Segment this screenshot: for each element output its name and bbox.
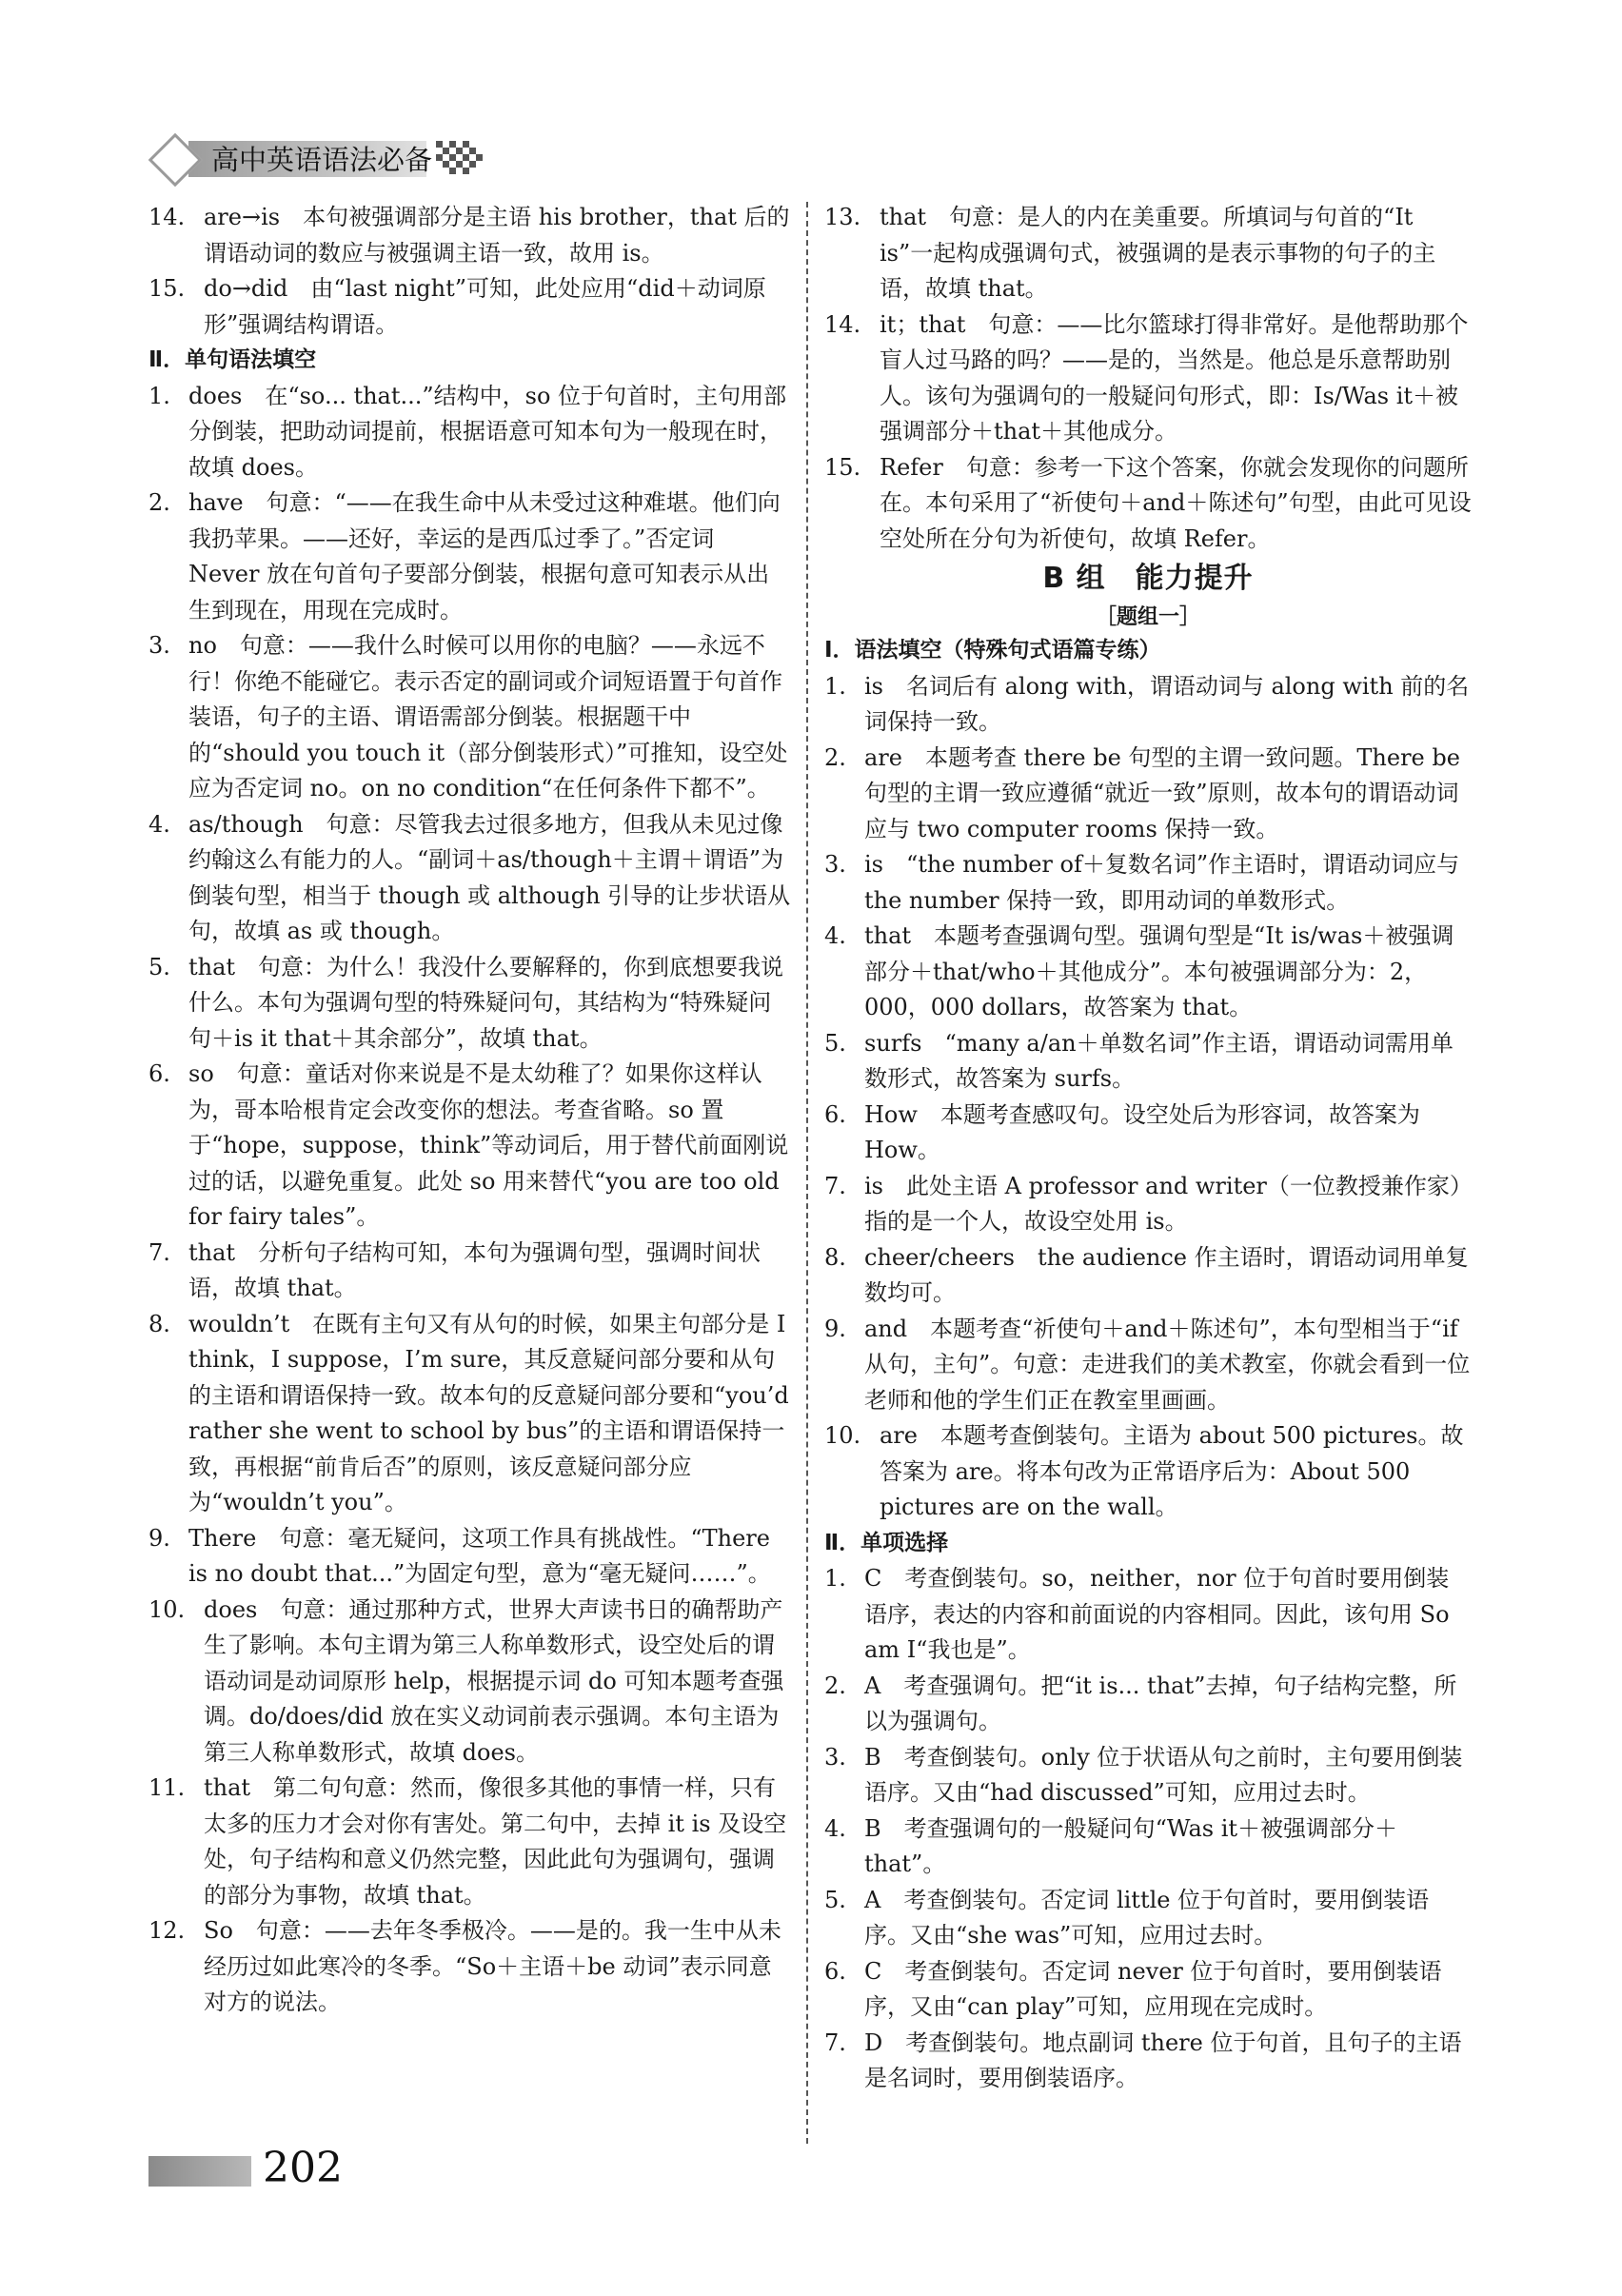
item-number: 8.	[824, 1243, 846, 1271]
answer-item	[148, 379, 792, 486]
item-number: 15.	[148, 275, 186, 302]
item-text: is 此处主语 A professor and writer（一位教授兼作家）指的是一个人，故设空处用 is。	[864, 1172, 1461, 1235]
item-number: 2.	[824, 743, 846, 771]
item-text: A 考查倒装句。否定词 little 位于句首时，要用倒装语序。又由“she was”可知，应用过去时。	[864, 1886, 1430, 1949]
item-number: 15.	[824, 453, 861, 481]
answer-item	[824, 1811, 1472, 1883]
answer-item	[824, 1561, 1472, 1669]
answer-item	[824, 919, 1472, 1026]
item-number: 7.	[824, 1172, 846, 1199]
running-header	[143, 131, 504, 185]
answer-item	[824, 847, 1472, 919]
answer-item	[824, 1954, 1472, 2026]
answer-item	[148, 628, 792, 807]
item-number: 5.	[148, 953, 170, 980]
answer-item	[824, 1240, 1472, 1312]
item-number: 3.	[824, 1743, 846, 1771]
book-title: 高中英语语法必备	[211, 144, 433, 176]
answer-item	[824, 200, 1472, 307]
item-text: are 本题考查 there be 句型的主谓一致问题。There be 句型的主谓一致应遵循“就近一致”原则，故本句的谓语动词应与 two computer rooms 保持一致。	[864, 743, 1460, 842]
item-number: 4.	[824, 1814, 846, 1842]
answer-item	[148, 1593, 792, 1771]
answer-item	[824, 1883, 1472, 1954]
item-number: 4.	[824, 922, 846, 949]
item-number: 2.	[824, 1672, 846, 1699]
item-text: and 本题考查“祈使句＋and＋陈述句”，本句型相当于“if 从句，主句”。句意：走进我们的美术教室，你就会看到一位老师和他的学生们正在教室里画画。	[864, 1315, 1471, 1414]
answer-item	[824, 1740, 1472, 1811]
item-text: that 句意：为什么！我没什么要解释的，你到底想要我说什么。本句为强调句型的特殊疑问句，其结构为“特殊疑问句＋is it that＋其余部分”，故填 that。	[188, 953, 784, 1052]
answer-item	[148, 1057, 792, 1236]
item-number: 14.	[148, 204, 186, 230]
column-divider	[806, 202, 808, 2144]
item-number: 9.	[824, 1315, 846, 1342]
left-top-items	[148, 200, 792, 343]
section-heading-single-sentence-fill: Ⅱ．单句语法填空	[148, 347, 317, 372]
item-text: So 句意：——去年冬季极冷。——是的。我一生中从未经历过如此寒冷的冬季。“So＋主语＋be 动词”表示同意对方的说法。	[204, 1917, 781, 2015]
item-text: that 本题考查强调句型。强调句型是“It is/was＋被强调部分＋that/who＋其他成分”。本句被强调部分为：2，000，000 dollars，故答案为 that。	[864, 922, 1454, 1020]
item-number: 1.	[824, 1565, 846, 1592]
answer-item	[148, 807, 792, 950]
item-number: 2.	[148, 489, 170, 516]
answer-item	[824, 669, 1472, 741]
item-text: A 考查强调句。把“it is... that”去掉，句子结构完整，所以为强调句。	[864, 1672, 1457, 1734]
item-number: 1.	[148, 382, 170, 409]
item-text: C 考查倒装句。so，neither，nor 位于句首时要用倒装语序，表达的内容和前面说的内容相同。因此，该句用 So am I“我也是”。	[864, 1565, 1450, 1663]
answer-item	[148, 1307, 792, 1521]
answer-item	[824, 741, 1472, 848]
section-heading-passage-fill: Ⅰ．语法填空（特殊句式语篇专练）	[824, 638, 1161, 663]
item-text: C 考查倒装句。否定词 never 位于句首时，要用倒装语序，又由“can play”可知，应用现在完成时。	[864, 1957, 1442, 2020]
item-number: 11.	[148, 1774, 186, 1801]
left-section2-items	[148, 379, 792, 2021]
item-text: is 名词后有 along with，谓语动词与 along with 前的名词保持一致。	[864, 672, 1470, 735]
item-number: 12.	[148, 1917, 186, 1944]
item-text: D 考查倒装句。地点副词 there 位于句首，且句子的主语是名词时，要用倒装语序。	[864, 2029, 1462, 2091]
item-text: that 句意：是人的内在美重要。所填词与句首的“It is”一起构成强调句式，被强调的是表示事物的句子的主语，故填 that。	[880, 204, 1436, 302]
left-column	[148, 200, 792, 2021]
answer-item	[148, 950, 792, 1058]
item-number: 13.	[824, 204, 861, 230]
answer-item	[824, 307, 1472, 450]
item-text: There 句意：毫无疑问，这项工作具有挑战性。“There is no doubt that...”为固定句型，意为“毫无疑问……”。	[188, 1524, 771, 1587]
right-column	[824, 200, 1472, 2097]
item-number: 5.	[824, 1886, 846, 1913]
item-number: 14.	[824, 310, 861, 338]
item-text: surfs “many a/an＋单数名词”作主语，谓语动词需用单数形式，故答案为 surfs。	[864, 1029, 1454, 1092]
item-number: 6.	[148, 1060, 170, 1087]
checker-pattern-icon	[436, 135, 493, 181]
item-text: that 第二句句意：然而，像很多其他的事情一样，只有太多的压力才会对你有害处。第二句中，去掉 it is 及设空处，句子结构和意义仍然完整，因此此句为强调句，强调的部分为事物，故填 that。	[204, 1774, 787, 1909]
item-text: no 句意：——我什么时候可以用你的电脑？——永远不行！你绝不能碰它。表示否定的副词或介词短语置于句首作装语，句子的主语、谓语需部分倒装。根据题干中的“should you touch it（部分倒装形式）”可推知，设空处应为否定词 no。on no condition“在任何条件下都不”。	[188, 632, 788, 802]
item-text: does 在“so... that...”结构中，so 位于句首时，主句用部分倒装，把助动词提前，根据语意可知本句为一般现在时，故填 does。	[188, 382, 787, 481]
answer-item	[824, 450, 1472, 558]
item-number: 9.	[148, 1524, 170, 1552]
item-number: 1.	[824, 672, 846, 700]
item-text: it；that 句意：——比尔篮球打得非常好。是他帮助那个盲人过马路的吗？——是的，当然是。他总是乐意帮助别人。该句为强调句的一般疑问句形式，即：Is/Was it＋被强调部分＋that＋其他成分。	[880, 310, 1469, 445]
answer-item	[148, 1913, 792, 2021]
item-text: Refer 句意：参考一下这个答案，你就会发现你的问题所在。本句采用了“祈使句＋and＋陈述句”句型，由此可见设空处所在分句为祈使句，故填 Refer。	[880, 453, 1472, 552]
item-number: 6.	[824, 1957, 846, 1985]
right-section1-items	[824, 669, 1472, 1526]
item-number: 3.	[148, 632, 170, 659]
answer-item	[148, 485, 792, 628]
right-section2-items	[824, 1561, 1472, 2097]
item-number: 6.	[824, 1100, 846, 1128]
item-text: have 句意：“——在我生命中从未受过这种难堪。他们向我扔苹果。——还好，幸运的是西瓜过季了。”否定词 Never 放在句首句子要部分倒装，根据句意可知表示从出生到现在，用现在完成时。	[188, 489, 781, 623]
item-text: are→is 本句被强调部分是主语 his brother，that 后的谓语动词的数应与被强调主语一致，故用 is。	[204, 204, 790, 267]
answer-item	[148, 1236, 792, 1307]
footer-bar	[148, 2156, 251, 2187]
answer-item	[148, 271, 792, 343]
answer-item	[824, 1418, 1472, 1526]
group-title: B 组 能力提升	[1042, 562, 1254, 595]
item-text: is “the number of＋复数名词”作主语时，谓语动词应与 the number 保持一致，即用动词的单数形式。	[864, 851, 1460, 914]
item-number: 3.	[824, 851, 846, 878]
answer-item	[824, 1026, 1472, 1098]
item-text: as/though 句意：尽管我去过很多地方，但我从未见过像约翰这么有能力的人。“副词＋as/though＋主谓＋谓语”为倒装句型，相当于 though 或 although 引导的让步状语从句，故填 as 或 though。	[188, 810, 791, 944]
answer-item	[824, 1312, 1472, 1419]
item-number: 4.	[148, 810, 170, 838]
answer-item	[148, 1771, 792, 1913]
item-text: so 句意：童话对你来说是不是太幼稚了？如果你这样认为，哥本哈根肯定会改变你的想法。考查省略。so 置于“hope，suppose，think”等动词后，用于替代前面刚说过的话，以避免重复。此处 so 用来替代“you are too old for fairy tales”。	[188, 1060, 789, 1230]
item-text: that 分析句子结构可知，本句为强调句型，强调时间状语，故填 that。	[188, 1238, 762, 1301]
section-heading-multiple-choice: Ⅱ．单项选择	[824, 1530, 949, 1555]
item-text: do→did 由“last night”可知，此处应用“did＋动词原形”强调结构谓语。	[204, 275, 766, 338]
answer-item	[148, 200, 792, 271]
answer-item	[824, 1098, 1472, 1169]
item-number: 7.	[148, 1238, 170, 1266]
item-text: B 考查强调句的一般疑问句“Was it＋被强调部分＋that”。	[864, 1814, 1398, 1877]
subgroup-title: ［题组一］	[1095, 604, 1200, 629]
item-text: wouldn’t 在既有主句又有从句的时候，如果主句部分是 I think，I suppose，I’m sure，其反意疑问部分要和从句的主语和谓语保持一致。故本句的反意疑问部分要和“you’d rather she went to school by bus”的主语和谓语保持一致，再根据“前肯后否”的原则，该反意疑问部分应为“wouldn’t you”。	[188, 1310, 789, 1515]
item-number: 5.	[824, 1029, 846, 1057]
item-number: 7.	[824, 2029, 846, 2056]
item-number: 8.	[148, 1310, 170, 1337]
item-number: 10.	[148, 1595, 186, 1623]
answer-item	[824, 1669, 1472, 1740]
item-text: How 本题考查感叹句。设空处后为形容词，故答案为 How。	[864, 1100, 1420, 1163]
answer-item	[148, 1521, 792, 1593]
right-top-items	[824, 200, 1472, 557]
item-text: are 本题考查倒装句。主语为 about 500 pictures。故答案为 are。将本句改为正常语序后为：About 500 pictures are on the wall。	[880, 1422, 1464, 1520]
item-number: 10.	[824, 1422, 861, 1449]
page-number: 202	[263, 2144, 343, 2192]
answer-item	[824, 2026, 1472, 2097]
item-text: cheer/cheers the audience 作主语时，谓语动词用单复数均可。	[864, 1243, 1469, 1306]
item-text: B 考查倒装句。only 位于状语从句之前时，主句要用倒装语序。又由“had discussed”可知，应用过去时。	[864, 1743, 1463, 1806]
answer-item	[824, 1169, 1472, 1240]
item-text: does 句意：通过那种方式，世界大声读书日的确帮助产生了影响。本句主谓为第三人称单数形式，设空处后的谓语动词是动词原形 help，根据提示词 do 可知本题考查强调。do/does/did 放在实义动词前表示强调。本句主语为第三人称单数形式，故填 does。	[204, 1595, 784, 1766]
